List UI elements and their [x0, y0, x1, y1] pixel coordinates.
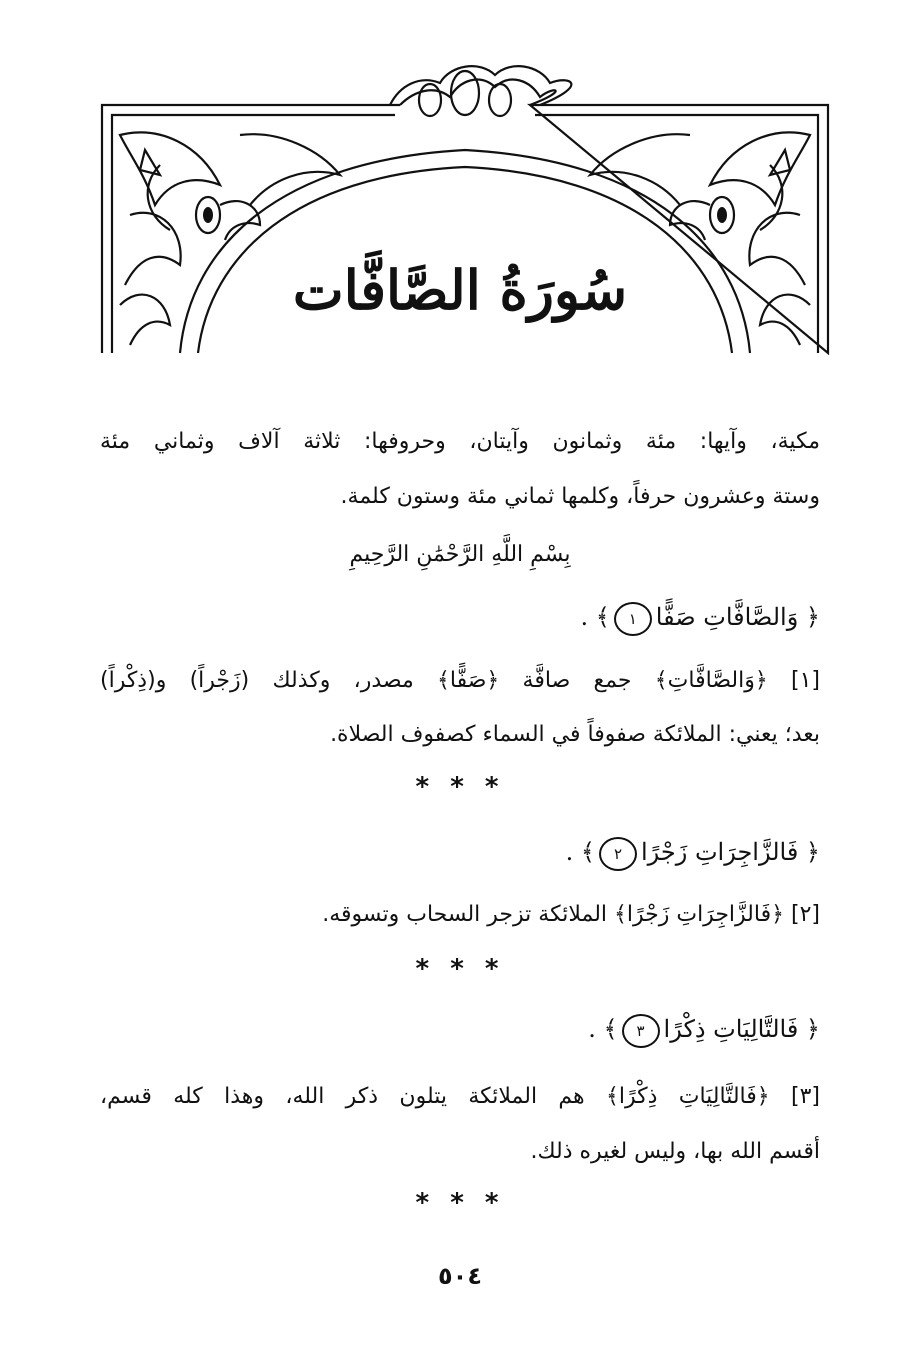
- section-separator: * * *: [415, 772, 505, 802]
- verse-2: [566, 835, 820, 871]
- verse-number-marker: ١: [614, 602, 652, 636]
- verse-2-text: ﴿ فَالزَّاجِرَاتِ زَجْرًا: [640, 838, 820, 866]
- verse-3-text: ﴿ فَالتَّالِيَاتِ ذِكْرًا: [663, 1015, 820, 1043]
- verse-1: [580, 600, 820, 636]
- verse-1-close: ﴾ .: [580, 603, 610, 631]
- commentary-2-line-1: [٢] ﴿فَالزَّاجِرَاتِ زَجْرًا﴾ الملائكة تزجر السحاب وتسوقه.: [322, 902, 820, 927]
- verse-3: [588, 1012, 820, 1048]
- basmala: بِسْمِ اللَّهِ الرَّحْمَٰنِ الرَّحِيمِ: [349, 542, 571, 567]
- verse-number-marker: ٢: [599, 837, 637, 871]
- section-separator: * * *: [415, 1188, 505, 1218]
- surah-title: سُورَةُ الصَّافَّات: [292, 258, 628, 322]
- verse-3-close: ﴾ .: [588, 1015, 618, 1043]
- verse-number-marker: ٣: [622, 1014, 660, 1048]
- commentary-1-line-2: بعد؛ يعني: الملائكة صفوفاً في السماء كصفوف الصلاة.: [330, 722, 820, 747]
- commentary-3-line-1: [٣] ﴿فَالتَّالِيَاتِ ذِكْرًا﴾ هم الملائكة يتلون ذكر الله، وهذا كله قسم،: [100, 1084, 820, 1109]
- commentary-1-line-1: [١] ﴿وَالصَّافَّاتِ﴾ جمع صافَّة ﴿صَفًّا﴾ مصدر، وكذلك (زَجْراً) و(ذِكْراً): [100, 668, 820, 693]
- commentary-3-line-2: أقسم الله بها، وليس لغيره ذلك.: [530, 1139, 820, 1164]
- page-number: ٥٠٤: [438, 1262, 482, 1290]
- intro-line-1: مكية، وآيها: مئة وثمانون وآيتان، وحروفها: ثلاثة آلاف وثماني مئة: [100, 429, 820, 454]
- verse-1-text: ﴿ وَالصَّافَّاتِ صَفًّا: [655, 603, 820, 631]
- intro-line-2: وستة وعشرون حرفاً، وكلمها ثماني مئة وستون كلمة.: [340, 484, 820, 509]
- verse-2-close: ﴾ .: [565, 838, 595, 866]
- section-separator: * * *: [415, 954, 505, 984]
